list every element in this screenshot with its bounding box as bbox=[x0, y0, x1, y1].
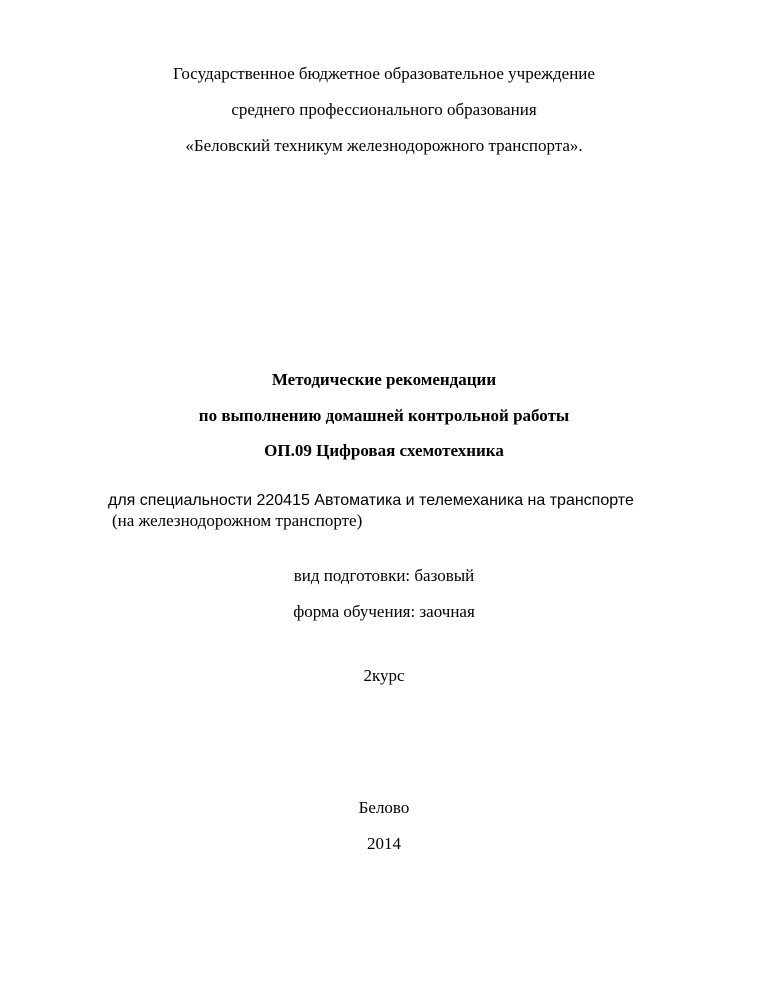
training-type: вид подготовки: базовый bbox=[293, 566, 475, 585]
header-technikum-name-line: «Беловский техникум железнодорожного транспорта». bbox=[185, 136, 583, 155]
year: 2014 bbox=[367, 834, 401, 853]
study-form: форма обучения: заочная bbox=[293, 602, 475, 621]
city: Белово bbox=[358, 798, 410, 817]
header-institution-line: Государственное бюджетное образовательное учреждение bbox=[173, 64, 595, 83]
specialty-line-1: для специальности 220415 Автоматика и телемеханика на транспорте bbox=[108, 492, 634, 509]
header-education-level-line: среднего профессионального образования bbox=[231, 100, 537, 119]
title-line-3: ОП.09 Цифровая схемотехника bbox=[264, 441, 504, 460]
title-line-1: Методические рекомендации bbox=[271, 370, 497, 389]
title-line-2: по выполнению домашней контрольной работы bbox=[198, 406, 570, 425]
course-number: 2курс bbox=[363, 666, 405, 685]
specialty-line-2: (на железнодорожном транспорте) bbox=[112, 511, 363, 530]
